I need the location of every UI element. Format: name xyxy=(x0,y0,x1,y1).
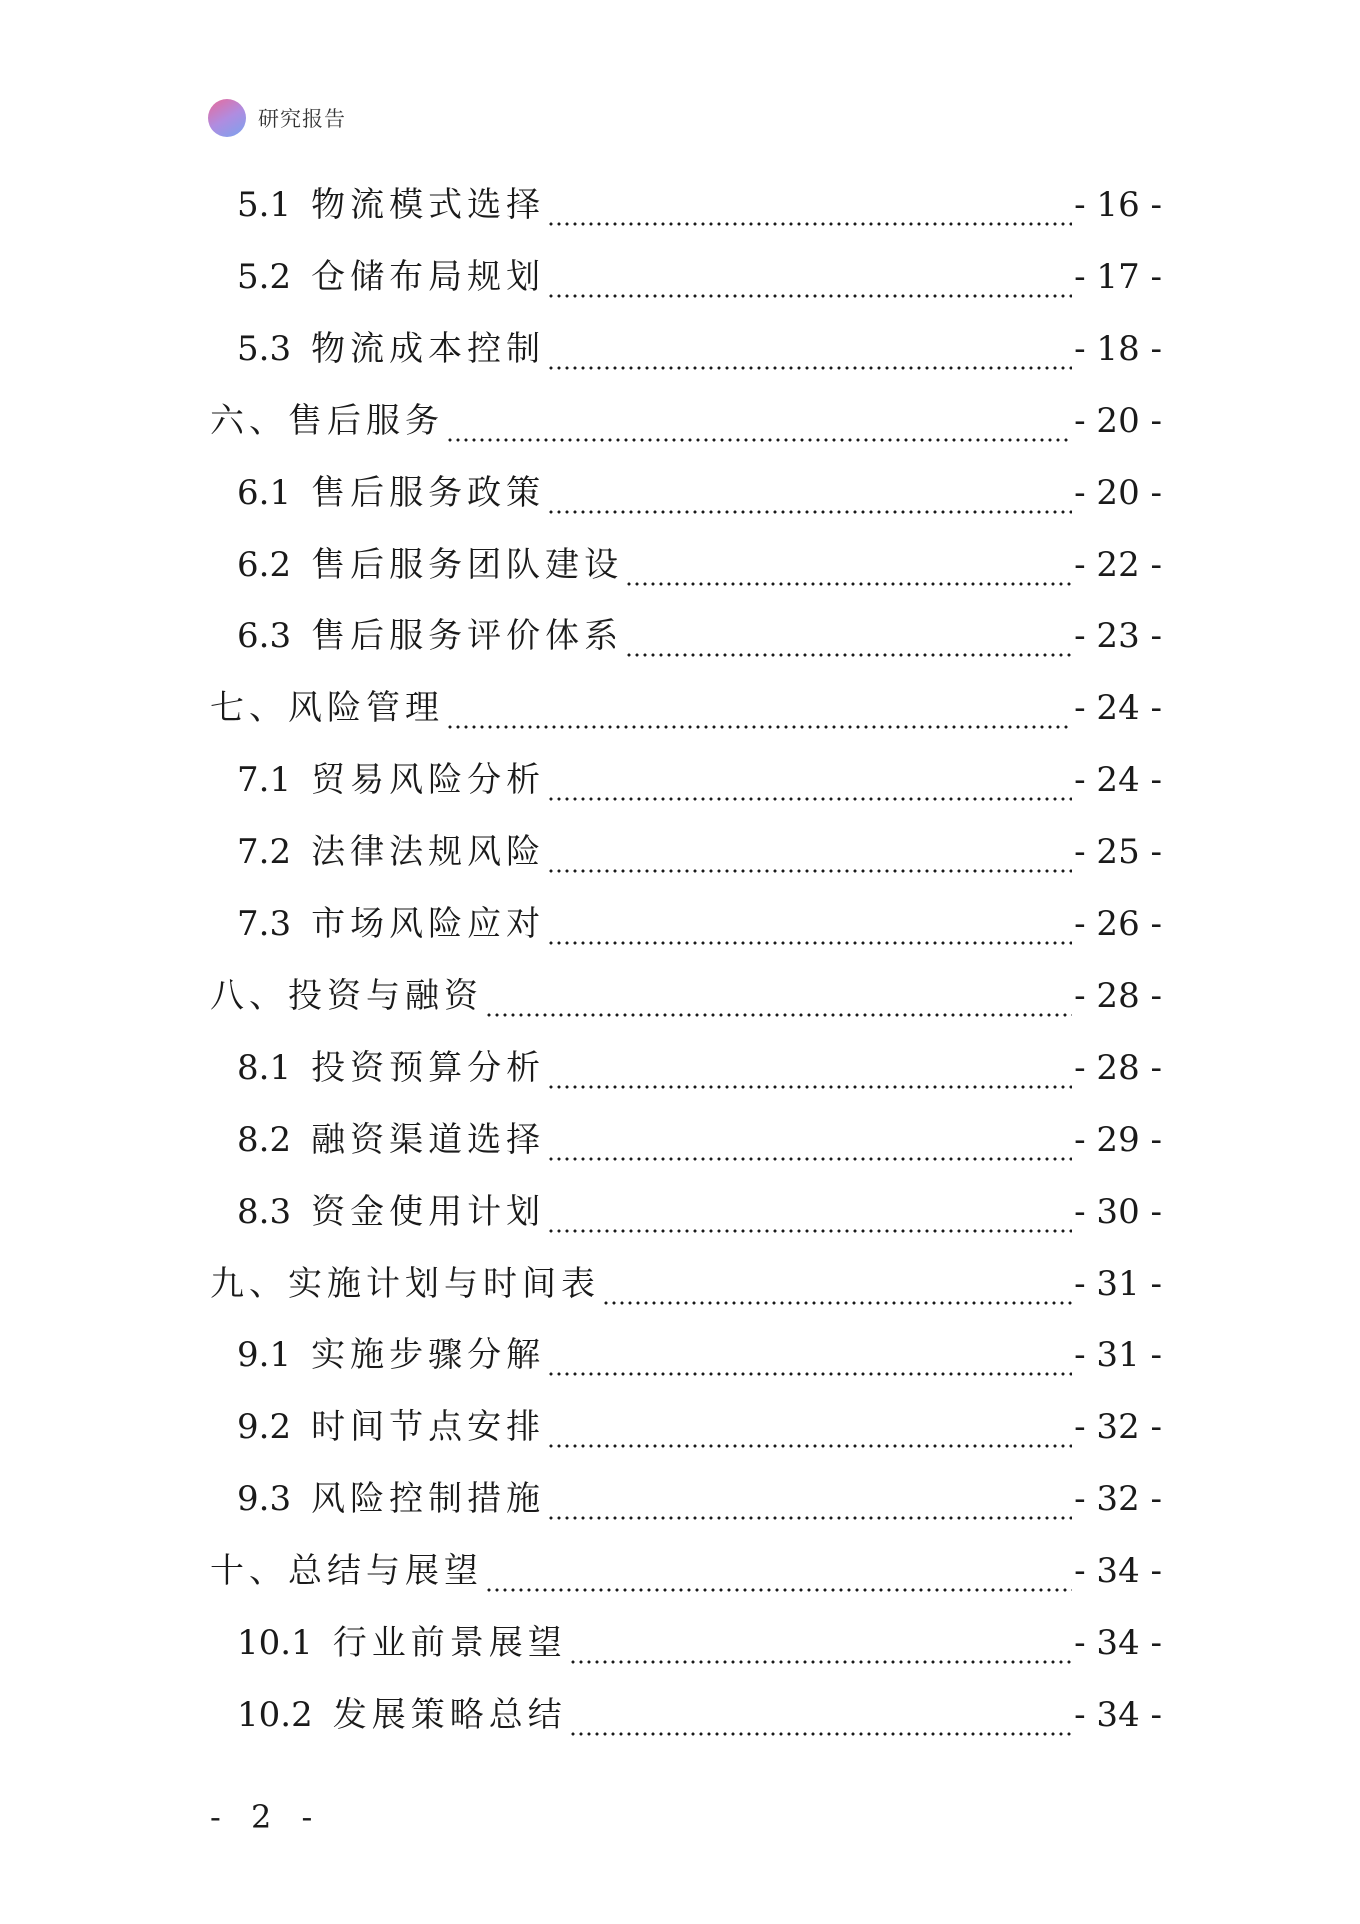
toc-entry-title: 法律法规风险 xyxy=(311,832,546,872)
toc-entry-label xyxy=(210,1546,483,1596)
toc-entry-title: 融资渠道选择 xyxy=(311,1120,546,1160)
toc-leader-dots xyxy=(547,468,1072,518)
toc-leader-dots xyxy=(446,396,1072,446)
toc-leader-dots xyxy=(547,1187,1072,1237)
toc-entry-label xyxy=(237,1043,545,1093)
toc-entry[interactable] xyxy=(237,755,1162,805)
toc-entry-title: 贸易风险分析 xyxy=(311,760,546,800)
toc-entry[interactable] xyxy=(237,324,1162,374)
toc-entry-number: 7.2 xyxy=(237,832,292,872)
toc-entry-title: 九、实施计划与时间表 xyxy=(210,1264,600,1304)
toc-entry-page: - 23 - xyxy=(1074,616,1162,656)
toc-entry-page: - 16 - xyxy=(1074,185,1162,225)
toc-entry-label xyxy=(237,755,545,805)
toc-entry-page: - 20 - xyxy=(1074,473,1162,513)
toc-entry[interactable] xyxy=(237,1330,1162,1380)
toc-entry-page: - 24 - xyxy=(1074,760,1162,800)
toc-entry-page: - 32 - xyxy=(1074,1479,1162,1519)
toc-entry[interactable] xyxy=(237,468,1162,518)
toc-leader-dots xyxy=(547,252,1072,302)
toc-leader-dots xyxy=(602,1259,1072,1309)
toc-entry-title: 发展策略总结 xyxy=(332,1695,567,1735)
toc-entry-label xyxy=(210,1259,600,1309)
toc-entry-number: 7.1 xyxy=(237,760,292,800)
toc-entry-label xyxy=(237,180,545,230)
toc-leader-dots xyxy=(547,755,1072,805)
toc-leader-dots xyxy=(547,1474,1072,1524)
toc-entry-number: 6.3 xyxy=(237,616,292,656)
toc-leader-dots xyxy=(569,1690,1072,1740)
toc-entry-page: - 34 - xyxy=(1074,1695,1162,1735)
toc-entry-number: 8.3 xyxy=(237,1192,292,1232)
toc-entry-title: 十、总结与展望 xyxy=(210,1551,483,1591)
brand-label: 研究报告 xyxy=(258,107,346,131)
toc-leader-dots xyxy=(569,1618,1072,1668)
toc-entry-number: 5.2 xyxy=(237,257,292,297)
toc-entry-label xyxy=(210,971,483,1021)
toc-entry-number: 7.3 xyxy=(237,904,292,944)
toc-entry-title: 资金使用计划 xyxy=(311,1192,546,1232)
toc-entry-title: 仓储布局规划 xyxy=(311,257,546,297)
toc-entry-label xyxy=(237,1187,545,1237)
toc-entry[interactable] xyxy=(237,1187,1162,1237)
toc-entry-number: 5.3 xyxy=(237,329,292,369)
toc-leader-dots xyxy=(547,827,1072,877)
toc-entry-title: 行业前景展望 xyxy=(332,1623,567,1663)
toc-entry[interactable] xyxy=(237,1043,1162,1093)
toc-entry-title: 售后服务评价体系 xyxy=(311,616,624,656)
toc-entry-number: 8.1 xyxy=(237,1048,292,1088)
toc-entry-number: 10.2 xyxy=(237,1695,313,1735)
toc-entry-number: 5.1 xyxy=(237,185,292,225)
toc-entry-number: 8.2 xyxy=(237,1120,292,1160)
toc-entry-page: - 30 - xyxy=(1074,1192,1162,1232)
toc-entry-label xyxy=(210,396,444,446)
toc-entry-label xyxy=(237,324,545,374)
toc-entry-title: 售后服务团队建设 xyxy=(311,545,624,585)
toc-entry[interactable] xyxy=(237,1115,1162,1165)
toc-entry-label xyxy=(237,540,623,590)
page-number: - 2 - xyxy=(210,1798,323,1836)
toc-entry[interactable] xyxy=(210,971,1162,1021)
toc-entry-label xyxy=(237,899,545,949)
toc-entry[interactable] xyxy=(237,827,1162,877)
toc-entry-title: 投资预算分析 xyxy=(311,1048,546,1088)
toc-leader-dots xyxy=(485,1546,1072,1596)
toc-entry-number: 9.1 xyxy=(237,1335,292,1375)
toc-entry-page: - 26 - xyxy=(1074,904,1162,944)
toc-entry-page: - 18 - xyxy=(1074,329,1162,369)
toc-leader-dots xyxy=(547,1330,1072,1380)
toc-entry[interactable] xyxy=(237,611,1162,661)
toc-entry-page: - 31 - xyxy=(1074,1335,1162,1375)
toc-entry-number: 6.1 xyxy=(237,473,292,513)
toc-leader-dots xyxy=(547,899,1072,949)
toc-entry-page: - 20 - xyxy=(1074,401,1162,441)
toc-entry-label xyxy=(237,1330,545,1380)
toc-entry-title: 八、投资与融资 xyxy=(210,976,483,1016)
toc-entry-label xyxy=(237,1115,545,1165)
toc-entry-page: - 31 - xyxy=(1074,1264,1162,1304)
toc-entry-page: - 28 - xyxy=(1074,1048,1162,1088)
toc-leader-dots xyxy=(625,540,1072,590)
toc-entry-title: 物流成本控制 xyxy=(311,329,546,369)
toc-entry[interactable] xyxy=(237,252,1162,302)
toc-leader-dots xyxy=(547,1115,1072,1165)
toc-entry-number: 9.3 xyxy=(237,1479,292,1519)
toc-entry-label xyxy=(237,1402,545,1452)
toc-entry-number: 6.2 xyxy=(237,545,292,585)
toc-entry-title: 六、售后服务 xyxy=(210,401,444,441)
toc-entry[interactable] xyxy=(237,540,1162,590)
toc-entry-label xyxy=(237,1618,567,1668)
toc-entry-title: 市场风险应对 xyxy=(311,904,546,944)
toc-entry-title: 风险控制措施 xyxy=(311,1479,546,1519)
brand-logo-icon xyxy=(208,99,246,137)
report-header xyxy=(208,98,346,138)
toc-entry[interactable] xyxy=(237,180,1162,230)
toc-entry-label xyxy=(237,1474,545,1524)
toc-entry[interactable] xyxy=(237,899,1162,949)
toc-entry-number: 10.1 xyxy=(237,1623,313,1663)
toc-entry-page: - 28 - xyxy=(1074,976,1162,1016)
toc-leader-dots xyxy=(446,683,1072,733)
toc-leader-dots xyxy=(485,971,1072,1021)
toc-entry-page: - 29 - xyxy=(1074,1120,1162,1160)
toc-entry-title: 时间节点安排 xyxy=(311,1407,546,1447)
toc-leader-dots xyxy=(547,180,1072,230)
toc-leader-dots xyxy=(547,1402,1072,1452)
toc-entry-page: - 34 - xyxy=(1074,1623,1162,1663)
toc-leader-dots xyxy=(547,1043,1072,1093)
toc-entry-page: - 17 - xyxy=(1074,257,1162,297)
toc-entry[interactable] xyxy=(210,1259,1162,1309)
toc-entry-title: 售后服务政策 xyxy=(311,473,546,513)
toc-entry[interactable] xyxy=(210,683,1162,733)
toc-entry-label xyxy=(237,468,545,518)
toc-entry-title: 七、风险管理 xyxy=(210,688,444,728)
toc-entry-page: - 25 - xyxy=(1074,832,1162,872)
toc-entry-number: 9.2 xyxy=(237,1407,292,1447)
toc-entry[interactable] xyxy=(237,1618,1162,1668)
toc-entry-page: - 34 - xyxy=(1074,1551,1162,1591)
toc-entry-label xyxy=(237,252,545,302)
toc-entry[interactable] xyxy=(210,1546,1162,1596)
toc-entry[interactable] xyxy=(237,1474,1162,1524)
toc-entry[interactable] xyxy=(210,396,1162,446)
toc-leader-dots xyxy=(625,611,1072,661)
toc-entry-label xyxy=(237,827,545,877)
toc-entry-page: - 32 - xyxy=(1074,1407,1162,1447)
toc-entry[interactable] xyxy=(237,1402,1162,1452)
toc-leader-dots xyxy=(547,324,1072,374)
toc-entry-page: - 24 - xyxy=(1074,688,1162,728)
toc-entry-title: 物流模式选择 xyxy=(311,185,546,225)
toc-entry-title: 实施步骤分解 xyxy=(311,1335,546,1375)
toc-entry[interactable] xyxy=(237,1690,1162,1740)
toc-entry-page: - 22 - xyxy=(1074,545,1162,585)
toc-entry-label xyxy=(237,1690,567,1740)
toc-entry-label xyxy=(237,611,623,661)
toc-entry-label xyxy=(210,683,444,733)
